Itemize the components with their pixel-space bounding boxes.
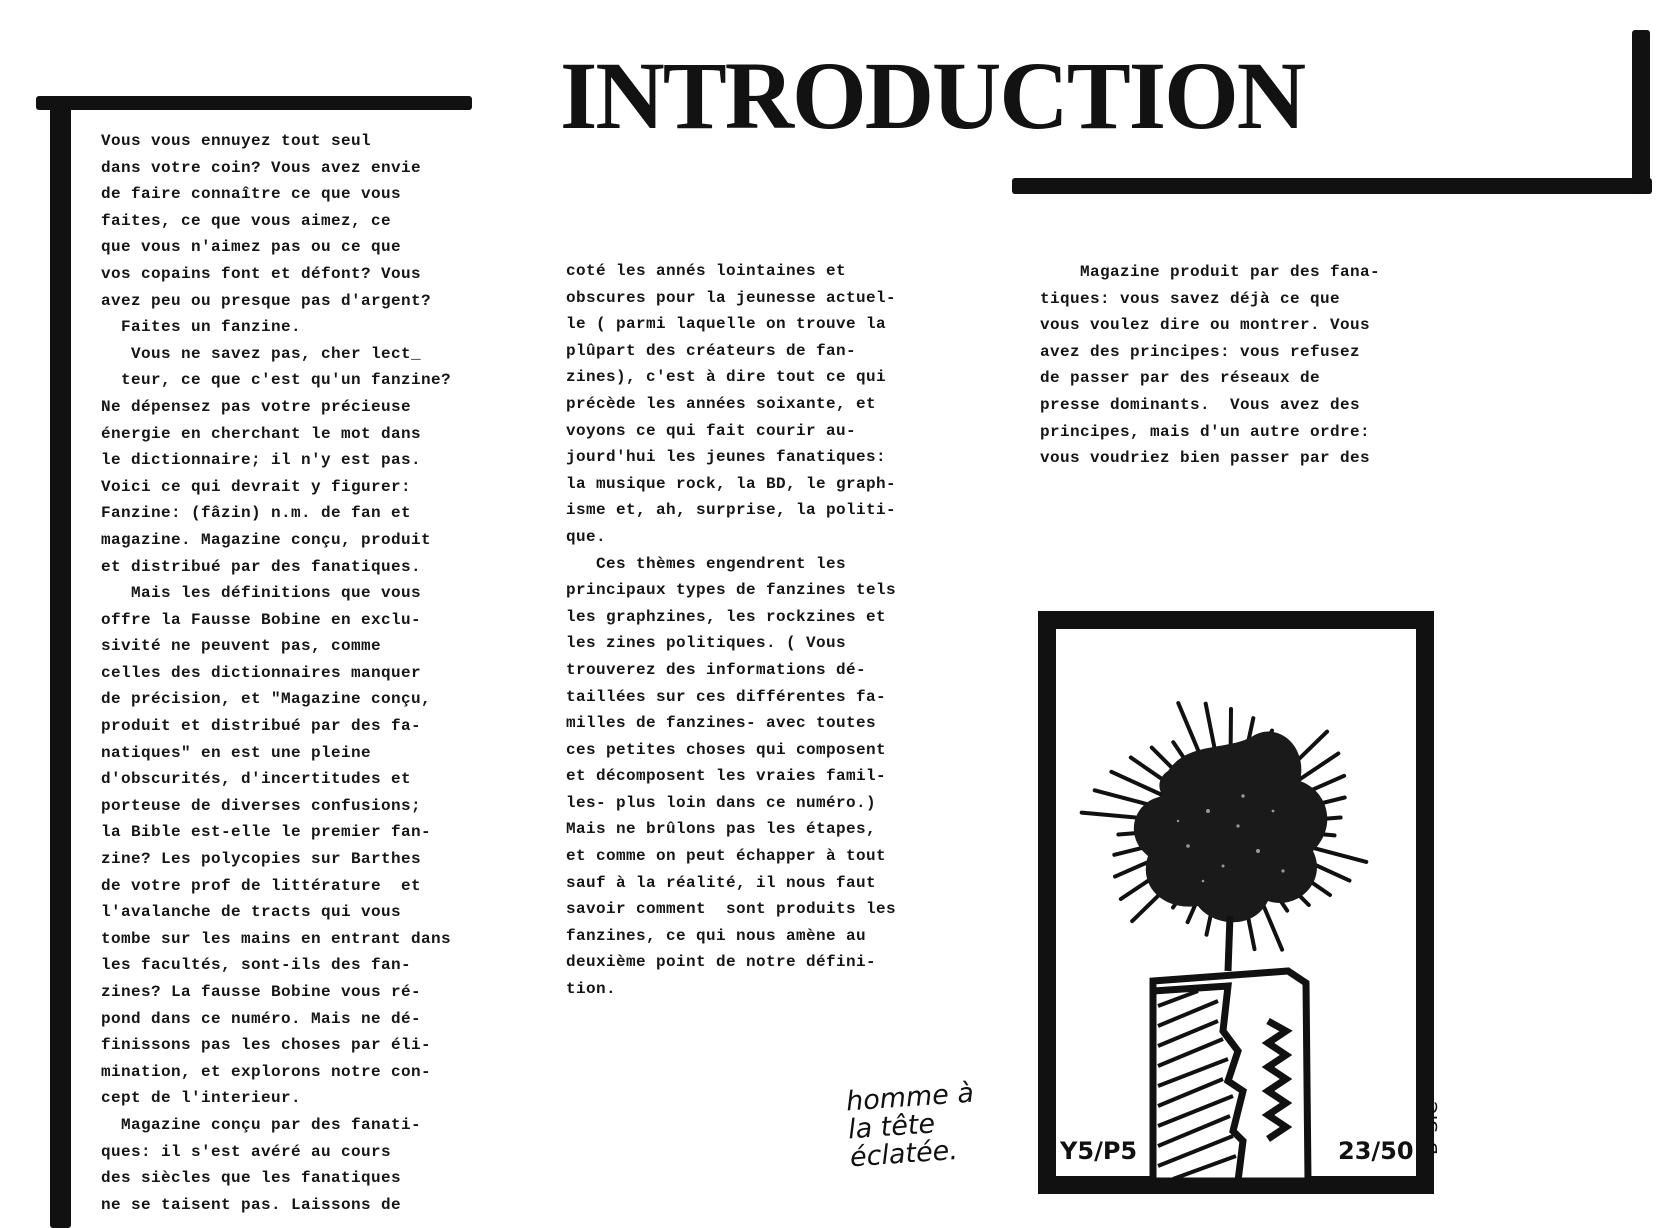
column1-line: des siècles que les fanatiques <box>101 1169 402 1188</box>
column2-line: plûpart des créateurs de fan- <box>566 341 857 360</box>
column2-line: Ces thèmes engendrent les <box>566 554 847 573</box>
column1-line: Mais les définitions que vous <box>101 584 422 603</box>
column1-line: teur, ce que c'est qu'un fanzine? <box>101 371 452 390</box>
column3-line: tiques: vous savez déjà ce que <box>1040 289 1341 308</box>
column1-line: Fanzine: (fâzin) n.m. de fan et <box>101 504 412 523</box>
column1-line: cept de l'interieur. <box>101 1089 302 1108</box>
column1-line: ques: il s'est avéré au cours <box>101 1142 392 1161</box>
column2-line: coté les annés lointaines et <box>566 262 847 280</box>
column1-line: porteuse de diverses confusions; <box>101 796 422 815</box>
illustration-label-left: Y5/P5 <box>1060 1137 1138 1165</box>
column1-line: produit et distribué par des fa- <box>101 717 422 736</box>
column1-line: sivité ne peuvent pas, comme <box>101 637 382 656</box>
column2-line: isme et, ah, surprise, la politi- <box>566 501 897 520</box>
column1-line: l'avalanche de tracts qui vous <box>101 903 402 922</box>
column3-line: vous voulez dire ou montrer. Vous <box>1040 316 1371 335</box>
column1-line: offre la Fausse Bobine en exclu- <box>101 610 422 629</box>
column1-line: avez peu ou presque pas d'argent? <box>101 291 432 310</box>
column2-line: sauf à la réalité, il nous faut <box>566 873 877 892</box>
column2-line: deuxième point de notre défini- <box>566 953 877 972</box>
column2-line: milles de fanzines- avec toutes <box>566 714 877 733</box>
column1-line: mination, et explorons notre con- <box>101 1062 432 1081</box>
column1-line: natiques" en est une pleine <box>101 743 372 762</box>
column2-line: trouverez des informations dé- <box>566 660 867 679</box>
column2-line: précède les années soixante, et <box>566 394 877 413</box>
column3-line: presse dominants. Vous avez des <box>1040 395 1361 414</box>
illustration-label-right: 23/50 <box>1338 1137 1414 1165</box>
column2-line: taillées sur ces différentes fa- <box>566 687 887 706</box>
column2-line: les zines politiques. ( Vous <box>566 634 847 653</box>
column2-line: obscures pour la jeunesse actuel- <box>566 288 897 307</box>
column2-line: et comme on peut échapper à tout <box>566 847 887 866</box>
text-column-2 <box>566 258 896 1003</box>
column2-line: voyons ce qui fait courir au- <box>566 421 857 440</box>
column2-line: que. <box>566 527 607 546</box>
column1-line: la Bible est-elle le premier fan- <box>101 823 432 842</box>
caption-line: homme à <box>845 1077 975 1118</box>
frame-bar-left <box>50 98 71 1228</box>
column1-line: zines? La fausse Bobine vous ré- <box>101 983 422 1001</box>
text-column-3 <box>1040 259 1380 472</box>
column1-line: les facultés, sont-ils des fan- <box>101 956 412 975</box>
artist-signature: B*SIC <box>1420 1101 1442 1155</box>
column3-line: de passer par des réseaux de <box>1040 369 1321 388</box>
column2-line: et décomposent les vraies famil- <box>566 767 887 786</box>
column2-line: les graphzines, les rockzines et <box>566 607 887 626</box>
column3-line: vous voudriez bien passer par des <box>1040 449 1371 468</box>
column2-line: la musique rock, la BD, le graph- <box>566 474 897 493</box>
column1-line: dans votre coin? Vous avez envie <box>101 158 422 177</box>
column2-line: principaux types de fanzines tels <box>566 581 897 600</box>
column1-line: que vous n'aimez pas ou ce que <box>101 238 402 257</box>
column2-line: tion. <box>566 980 617 999</box>
handwritten-caption <box>845 1077 979 1174</box>
column1-line: d'obscurités, d'incertitudes et <box>101 770 412 789</box>
column2-line: ces petites choses qui composent <box>566 740 887 759</box>
frame-bar-top-left <box>36 96 472 110</box>
column3-line: Magazine produit par des fana- <box>1040 263 1381 281</box>
column1-line: Ne dépensez pas votre précieuse <box>101 397 412 416</box>
caption-line: la tête <box>847 1108 937 1146</box>
column1-line: le dictionnaire; il n'y est pas. <box>101 451 422 470</box>
ink-splatter-illustration <box>1038 611 1434 1194</box>
column2-line: fanzines, ce qui nous amène au <box>566 926 867 945</box>
column1-line: Faites un fanzine. <box>101 318 302 337</box>
column2-line: zines), c'est à dire tout ce qui <box>566 368 887 387</box>
column2-line: les- plus loin dans ce numéro.) <box>566 793 877 812</box>
text-column-1 <box>101 128 451 1218</box>
column1-line: de faire connaître ce que vous <box>101 185 402 204</box>
column3-line: avez des principes: vous refusez <box>1040 342 1361 361</box>
column1-line: Voici ce qui devrait y figurer: <box>101 477 412 496</box>
caption-line: éclatée. <box>848 1134 959 1174</box>
column1-line: Vous vous ennuyez tout seul <box>101 132 372 150</box>
column1-line: de précision, et "Magazine conçu, <box>101 690 432 709</box>
column1-line: finissons pas les choses par éli- <box>101 1036 432 1055</box>
column3-line: principes, mais d'un autre ordre: <box>1040 422 1371 441</box>
column2-line: savoir comment sont produits les <box>566 900 897 919</box>
ink-splatter-drawing-icon <box>1038 611 1434 1194</box>
column1-line: pond dans ce numéro. Mais ne dé- <box>101 1009 422 1028</box>
column1-line: ne se taisent pas. Laissons de <box>101 1195 402 1214</box>
column1-line: celles des dictionnaires manquer <box>101 663 422 682</box>
column2-line: le ( parmi laquelle on trouve la <box>566 315 887 334</box>
frame-bar-right <box>1632 30 1650 194</box>
column1-line: de votre prof de littérature et <box>101 876 422 895</box>
column1-line: et distribué par des fanatiques. <box>101 557 422 576</box>
page-title: INTRODUCTION <box>560 42 1305 149</box>
column1-line: tombe sur les mains en entrant dans <box>101 929 452 948</box>
column1-line: zine? Les polycopies sur Barthes <box>101 850 422 869</box>
frame-bar-top-right <box>1012 178 1652 194</box>
column1-line: Magazine conçu par des fanati- <box>101 1115 422 1134</box>
column1-line: énergie en cherchant le mot dans <box>101 424 422 443</box>
column1-line: faites, ce que vous aimez, ce <box>101 211 392 230</box>
column1-line: magazine. Magazine conçu, produit <box>101 530 432 549</box>
column1-line: Vous ne savez pas, cher lect_ <box>101 344 422 363</box>
column2-line: jourd'hui les jeunes fanatiques: <box>566 448 887 467</box>
column1-line: vos copains font et défont? Vous <box>101 264 422 283</box>
column2-line: Mais ne brûlons pas les étapes, <box>566 820 877 839</box>
